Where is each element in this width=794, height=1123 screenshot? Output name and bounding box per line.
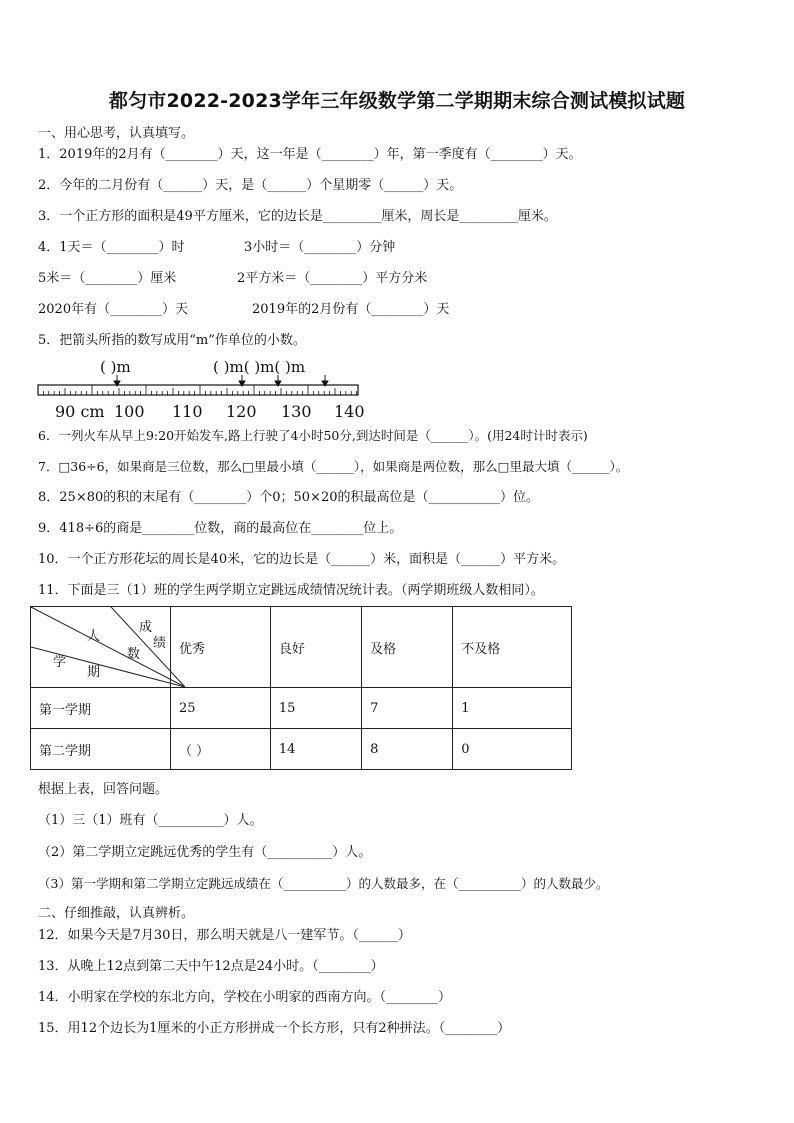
table-instructions: 根据上表，回答问题。 [38, 782, 169, 797]
ruler-blank-2: ( )m( )m( )m [213, 358, 306, 376]
cell: 7 [362, 688, 453, 729]
question-4-hours-minutes: 3小时＝（________）分钟 [244, 240, 396, 255]
ruler-label-130: 130 [281, 402, 312, 421]
question-15: 15．用12个边长为1厘米的小正方形拼成一个长方形，只有2种拼法。（________） [38, 1021, 511, 1036]
question-7: 7．□36÷6，如果商是三位数，那么□里最小填（______），如果商是两位数，那么□里最大填（______）。 [38, 459, 629, 474]
question-9: 9．418÷6的商是________位数，商的最高位在________位上。 [38, 521, 403, 536]
sub-question-2: （2）第二学期立定跳远优秀的学生有（__________）人。 [38, 845, 372, 860]
ruler-label-90: 90 cm [55, 402, 105, 421]
table-row [31, 729, 572, 770]
ruler-label-100: 100 [114, 402, 145, 421]
cell: 8 [362, 729, 453, 770]
question-4-year-days: 2020年有（________）天 [38, 302, 189, 317]
cell: （ ） [171, 729, 271, 770]
question-1: 1．2019年的2月有（________）天，这一年是（________）年，第一季度有（________）天。 [38, 147, 582, 162]
question-6: 6．一列火车从早上9:20开始发车,路上行驶了4小时50分,到达时间是（______）。(用24时计时表示) [38, 428, 588, 443]
row-label: 第二学期 [31, 729, 171, 770]
question-13: 13．从晚上12点到第二天中午12点是24小时。（________） [38, 959, 384, 974]
cell: 14 [270, 729, 361, 770]
header-good: 良好 [270, 607, 361, 688]
question-8: 8．25×80的积的末尾有（________）个0；50×20的积最高位是（___________）位。 [38, 490, 539, 505]
question-4-day-hours: 4．1天＝（________）时 [38, 240, 185, 255]
header-pass: 及格 [362, 607, 453, 688]
cell: 15 [270, 688, 361, 729]
question-4-meters-cm: 5米＝（________）厘米 [38, 271, 177, 286]
cell: 1 [453, 688, 572, 729]
question-4-sqm-sqdm: 2平方米＝（________）平方分米 [237, 271, 428, 286]
ruler-body [38, 385, 358, 395]
ruler-ticks [38, 385, 357, 395]
page-title: 都匀市2022-2023学年三年级数学第二学期期末综合测试模拟试题 [108, 90, 686, 112]
corner-label-ji: 绩 [153, 636, 167, 651]
corner-label-xue: 学 [53, 655, 67, 670]
question-14: 14．小明家在学校的东北方向，学校在小明家的西南方向。（________） [38, 990, 452, 1005]
header-excellent: 优秀 [171, 607, 271, 688]
sub-question-3: （3）第一学期和第二学期立定跳远成绩在（__________）的人数最多，在（__________）的人数最少。 [38, 876, 609, 891]
ruler-label-120: 120 [226, 402, 257, 421]
question-4-feb-days: 2019年的2月份有（________）天 [252, 302, 450, 317]
corner-label-ren: 人 [87, 629, 101, 644]
question-2: 2．今年的二月份有（______）天，是（______）个星期零（______）天。 [38, 178, 463, 193]
corner-label-shu: 数 [127, 647, 141, 662]
question-12: 12．如果今天是7月30日，那么明天就是八一建军节。（______） [38, 928, 411, 943]
corner-label-qi: 期 [87, 665, 101, 680]
ruler-arrows [114, 375, 328, 386]
section-2-heading: 二、仔细推敲，认真辨析。 [38, 906, 195, 921]
ruler-label-110: 110 [172, 402, 203, 421]
corner-label-cheng: 成 [139, 620, 153, 635]
ruler [30, 372, 370, 402]
section-1-heading: 一、用心思考，认真填写。 [38, 126, 195, 141]
table-row [31, 688, 572, 729]
cell: 25 [171, 688, 271, 729]
question-11: 11．下面是三（1）班的学生两学期立定跳远成绩情况统计表。（两学期班级人数相同）。 [38, 583, 544, 598]
question-3: 3．一个正方形的面积是49平方厘米，它的边长是_________厘米，周长是_________厘米。 [38, 209, 557, 224]
score-table [30, 606, 572, 770]
cell: 0 [453, 729, 572, 770]
question-10: 10．一个正方形花坛的周长是40米，它的边长是（______）米，面积是（______）平方米。 [38, 552, 566, 567]
ruler-label-140: 140 [334, 402, 365, 421]
table-corner-cell [31, 607, 171, 688]
table-header-row [31, 607, 572, 688]
question-5: 5．把箭头所指的数写成用“m”作单位的小数。 [38, 333, 306, 348]
row-label: 第一学期 [31, 688, 171, 729]
ruler-blank-1: ( )m [100, 358, 131, 376]
sub-question-1: （1）三（1）班有（__________）人。 [38, 813, 263, 828]
header-fail: 不及格 [453, 607, 572, 688]
